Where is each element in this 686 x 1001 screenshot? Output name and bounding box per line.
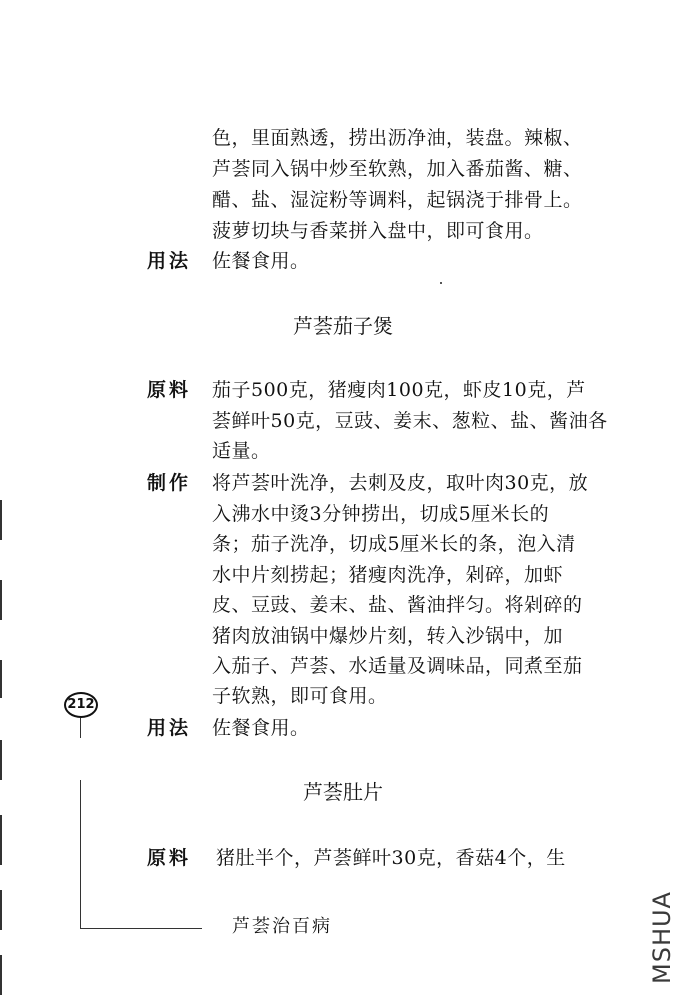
footer-horizontal-rule — [80, 928, 202, 929]
recipe-title: 芦荟茄子煲 — [293, 314, 393, 338]
watermark: MSHUA — [648, 891, 676, 985]
page-number-stem — [80, 718, 81, 738]
usage-label: 用法 — [147, 250, 192, 272]
speck — [440, 282, 442, 284]
ingredients-label: 原料 — [147, 847, 192, 869]
method-line: 猪肉放油锅中爆炒片刻，转入沙锅中，加 — [212, 625, 564, 647]
method-line: 将芦荟叶洗净，去刺及皮，取叶肉30克，放 — [212, 472, 589, 494]
method-line: 条；茄子洗净，切成5厘米长的条，泡入清 — [212, 533, 576, 555]
usage-text: 佐餐食用。 — [212, 717, 310, 739]
ingredients-line: 适量。 — [212, 440, 271, 462]
margin-bar — [0, 955, 2, 995]
margin-bar — [0, 500, 2, 540]
page-number: 212 — [64, 692, 98, 718]
margin-bar — [0, 740, 2, 780]
usage-label: 用法 — [147, 717, 192, 739]
intro-line: 芦荟同入锅中炒至软熟，加入番茄酱、糖、 — [212, 158, 583, 180]
intro-line: 色，里面熟透，捞出沥净油，装盘。辣椒、 — [212, 127, 583, 149]
method-line: 皮、豆豉、姜末、盐、酱油拌匀。将剁碎的 — [212, 594, 583, 616]
margin-bar — [0, 890, 2, 930]
method-label: 制作 — [147, 472, 192, 494]
intro-line: 醋、盐、湿淀粉等调料，起锅浇于排骨上。 — [212, 189, 583, 211]
method-line: 入沸水中烫3分钟捞出，切成5厘米长的 — [212, 503, 550, 525]
recipe-title: 芦荟肚片 — [303, 780, 383, 804]
ingredients-label: 原料 — [147, 379, 192, 401]
margin-bar — [0, 580, 2, 620]
ingredients-line: 猪肚半个，芦荟鲜叶30克，香菇4个，生 — [216, 847, 566, 869]
margin-bar — [0, 660, 2, 698]
ingredients-line: 荟鲜叶50克，豆豉、姜末、葱粒、盐、酱油各 — [212, 410, 608, 432]
method-line: 入茄子、芦荟、水适量及调味品，同煮至茄 — [212, 655, 583, 677]
intro-line: 菠萝切块与香菜拼入盘中，即可食用。 — [212, 220, 544, 242]
running-footer: 芦荟治百病 — [232, 916, 332, 937]
method-line: 水中片刻捞起；猪瘦肉洗净，剁碎，加虾 — [212, 564, 564, 586]
ingredients-line: 茄子500克，猪瘦肉100克，虾皮10克，芦 — [212, 379, 586, 401]
margin-bar — [0, 815, 2, 865]
usage-text: 佐餐食用。 — [212, 250, 310, 272]
method-line: 子软熟，即可食用。 — [212, 685, 388, 707]
